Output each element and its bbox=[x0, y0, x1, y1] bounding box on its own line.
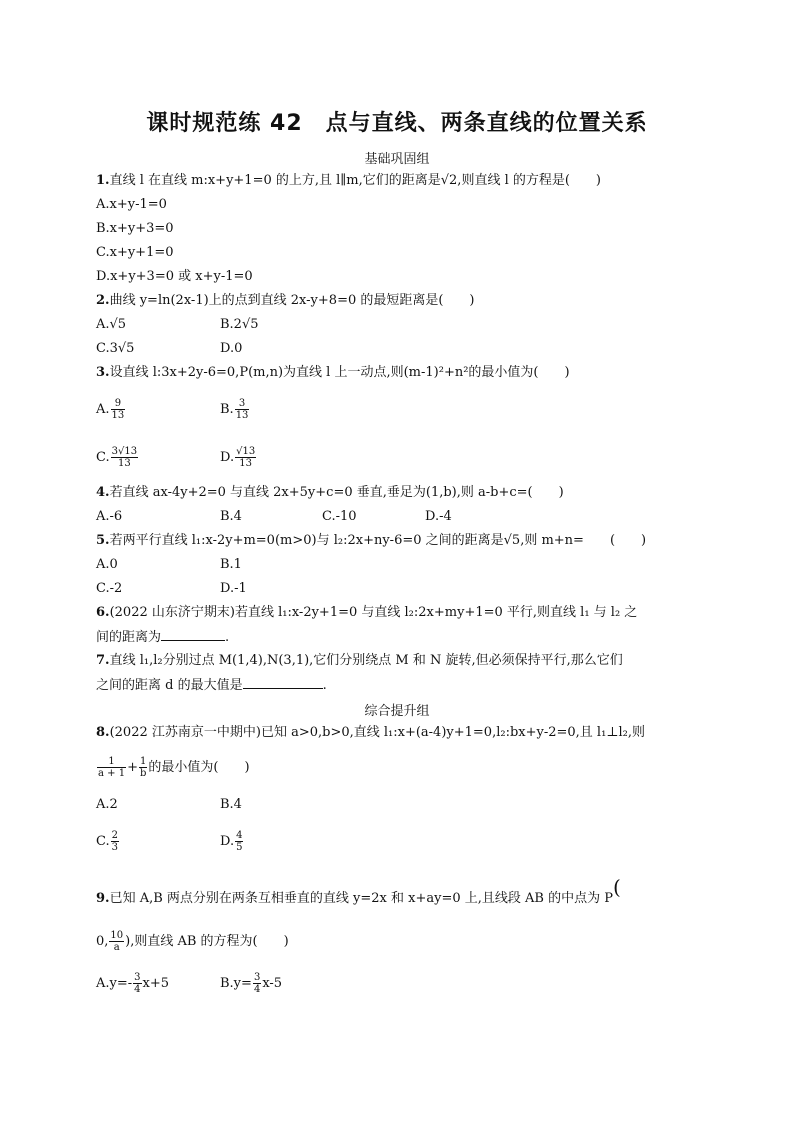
q3-options-row-1 bbox=[96, 398, 249, 421]
q4-options-row bbox=[96, 508, 496, 526]
denominator: 13 bbox=[235, 410, 249, 421]
q1-option-b: B.x+y+3=0 bbox=[96, 221, 174, 236]
question-1 bbox=[96, 172, 601, 190]
question-7-line-2 bbox=[96, 676, 327, 695]
question-5 bbox=[96, 532, 646, 550]
question-text-end: . bbox=[322, 678, 327, 693]
numerator: 3√13 bbox=[111, 446, 138, 457]
option-label: B. bbox=[220, 402, 234, 417]
numerator: 1 bbox=[139, 756, 147, 767]
denominator: 4 bbox=[134, 984, 141, 995]
question-text: (2022 山东济宁期末)若直线 l₁:x-2y+1=0 与直线 l₂:2x+my+1=0 平行,则直线 l₁ 与 l₂ 之 bbox=[109, 605, 638, 620]
question-text: 之间的距离 d 的最大值是 bbox=[96, 678, 243, 693]
numerator: 3 bbox=[253, 972, 261, 983]
question-6-line-2 bbox=[96, 628, 229, 647]
question-number: 5. bbox=[96, 533, 110, 548]
q3-option-d bbox=[220, 446, 257, 469]
denominator: a bbox=[113, 942, 120, 953]
question-9-line-2 bbox=[96, 930, 289, 953]
q8-option-c bbox=[96, 830, 120, 853]
q1-option-d: D.x+y+3=0 或 x+y-1=0 bbox=[96, 269, 253, 284]
q5-options-row-2 bbox=[96, 580, 247, 598]
question-3 bbox=[96, 364, 570, 382]
plus-sign: + bbox=[127, 760, 138, 775]
question-number: 8. bbox=[96, 725, 110, 740]
q4-option-a: A.-6 bbox=[96, 509, 123, 524]
question-number: 3. bbox=[96, 365, 110, 380]
fraction bbox=[235, 446, 256, 469]
q5-option-b: B.1 bbox=[220, 557, 242, 572]
question-number: 4. bbox=[96, 485, 110, 500]
fraction bbox=[235, 398, 250, 421]
fraction bbox=[253, 972, 261, 995]
q8-options-row-2 bbox=[96, 830, 243, 853]
q3-option-b bbox=[220, 398, 250, 421]
q8-options-row-1 bbox=[96, 796, 242, 814]
numerator: 3 bbox=[134, 972, 141, 983]
question-text: 曲线 y=ln(2x-1)上的点到直线 2x-y+8=0 的最短距离是( ) bbox=[109, 293, 475, 308]
question-text-end: . bbox=[225, 630, 230, 645]
numerator: 10 bbox=[110, 930, 124, 941]
option-tail: x+5 bbox=[142, 976, 170, 991]
q5-option-d: D.-1 bbox=[220, 581, 247, 596]
q2-option-c: C.3√5 bbox=[96, 341, 135, 356]
question-number: 1. bbox=[96, 173, 110, 188]
denominator: 13 bbox=[117, 458, 131, 469]
question-text: (2022 江苏南京一中期中)已知 a>0,b>0,直线 l₁:x+(a-4)y+1=0,l₂:bx+y-2=0,且 l₁⊥l₂,则 bbox=[109, 725, 646, 740]
q8-option-a: A.2 bbox=[96, 797, 118, 812]
q4-option-d: D.-4 bbox=[425, 509, 452, 524]
page-title: 课时规范练 42 点与直线、两条直线的位置关系 bbox=[146, 111, 648, 136]
q5-options-row-1 bbox=[96, 556, 242, 574]
question-text: 直线 l 在直线 m:x+y+1=0 的上方,且 l∥m,它们的距离是√2,则直线 l 的方程是( ) bbox=[109, 173, 602, 188]
q4-option-c: C.-10 bbox=[322, 509, 357, 524]
open-paren: ( bbox=[613, 875, 621, 899]
question-9 bbox=[96, 875, 621, 908]
option-tail: x-5 bbox=[262, 976, 283, 991]
denominator: 4 bbox=[253, 984, 261, 995]
q8-option-d bbox=[220, 830, 244, 853]
fraction bbox=[97, 756, 126, 779]
fraction bbox=[139, 756, 147, 779]
question-6 bbox=[96, 604, 637, 622]
fraction bbox=[133, 972, 141, 995]
answer-blank[interactable] bbox=[243, 676, 323, 689]
question-number: 9. bbox=[96, 891, 110, 906]
question-text: 设直线 l:3x+2y-6=0,P(m,n)为直线 l 上一动点,则(m-1)²+n²的最小值为( ) bbox=[109, 365, 570, 380]
option-label: C. bbox=[96, 450, 110, 465]
question-text: 已知 A,B 两点分别在两条互相垂直的直线 y=2x 和 x+ay=0 上,且线段 AB 的中点为 P bbox=[109, 891, 613, 906]
q2-option-d: D.0 bbox=[220, 341, 243, 356]
q9-options-row-1 bbox=[96, 972, 283, 995]
denominator: 13 bbox=[239, 458, 253, 469]
fraction bbox=[111, 398, 126, 421]
numerator: 1 bbox=[97, 756, 126, 768]
answer-blank[interactable] bbox=[161, 628, 225, 641]
question-8 bbox=[96, 724, 645, 742]
fraction bbox=[109, 930, 124, 953]
question-4 bbox=[96, 484, 564, 502]
question-7 bbox=[96, 652, 623, 670]
option-label: A. bbox=[96, 402, 110, 417]
question-text: 若直线 ax-4y+2=0 与直线 2x+5y+c=0 垂直,垂足为(1,b),则 a-b+c=( ) bbox=[109, 485, 564, 500]
q2-option-b: B.2√5 bbox=[220, 317, 259, 332]
question-number: 2. bbox=[96, 293, 110, 308]
question-2 bbox=[96, 292, 475, 310]
q9-option-a bbox=[96, 972, 170, 995]
option-label: B.y= bbox=[220, 976, 252, 991]
question-text: 直线 l₁,l₂分别过点 M(1,4),N(3,1),它们分别绕点 M 和 N 旋转,但必须保持平行,那么它们 bbox=[109, 653, 623, 668]
q1-option-a: A.x+y-1=0 bbox=[96, 197, 167, 212]
numerator: 2 bbox=[111, 830, 118, 841]
q2-options-row-1 bbox=[96, 316, 259, 334]
option-label: A.y=- bbox=[96, 976, 133, 991]
question-text: 0, bbox=[96, 934, 109, 949]
q2-options-row-2 bbox=[96, 340, 243, 358]
q3-option-a bbox=[96, 398, 126, 421]
question-text: 的最小值为( ) bbox=[148, 760, 250, 775]
question-number: 7. bbox=[96, 653, 110, 668]
q5-option-c: C.-2 bbox=[96, 581, 123, 596]
q2-option-a: A.√5 bbox=[96, 317, 127, 332]
denominator: 13 bbox=[111, 410, 125, 421]
denominator: 3 bbox=[111, 842, 118, 853]
numerator: 4 bbox=[236, 830, 243, 841]
section-advanced-heading: 综合提升组 bbox=[364, 704, 430, 719]
fraction bbox=[111, 830, 119, 853]
question-8-line-2 bbox=[96, 756, 250, 779]
section-basic-heading: 基础巩固组 bbox=[364, 152, 430, 167]
question-text: 若两平行直线 l₁:x-2y+m=0(m>0)与 l₂:2x+ny-6=0 之间的距离是√5,则 m+n= ( ) bbox=[109, 533, 647, 548]
q3-options-row-2 bbox=[96, 446, 256, 469]
question-text: ),则直线 AB 的方程为( ) bbox=[125, 934, 289, 949]
numerator: √13 bbox=[236, 446, 256, 457]
question-text: 间的距离为 bbox=[96, 630, 162, 645]
denominator: b bbox=[139, 768, 147, 779]
question-number: 6. bbox=[96, 605, 110, 620]
q3-option-c bbox=[96, 446, 139, 469]
q4-option-b: B.4 bbox=[220, 509, 242, 524]
option-label: C. bbox=[96, 834, 110, 849]
fraction bbox=[111, 446, 138, 469]
denominator: a + 1 bbox=[98, 768, 126, 779]
numerator: 3 bbox=[235, 398, 250, 410]
fraction bbox=[235, 830, 243, 853]
q5-option-a: A.0 bbox=[96, 557, 118, 572]
q8-option-b: B.4 bbox=[220, 797, 242, 812]
numerator: 9 bbox=[111, 398, 126, 410]
denominator: 5 bbox=[236, 842, 243, 853]
q1-option-c: C.x+y+1=0 bbox=[96, 245, 174, 260]
option-label: D. bbox=[220, 450, 235, 465]
q9-option-b bbox=[220, 972, 282, 995]
option-label: D. bbox=[220, 834, 235, 849]
